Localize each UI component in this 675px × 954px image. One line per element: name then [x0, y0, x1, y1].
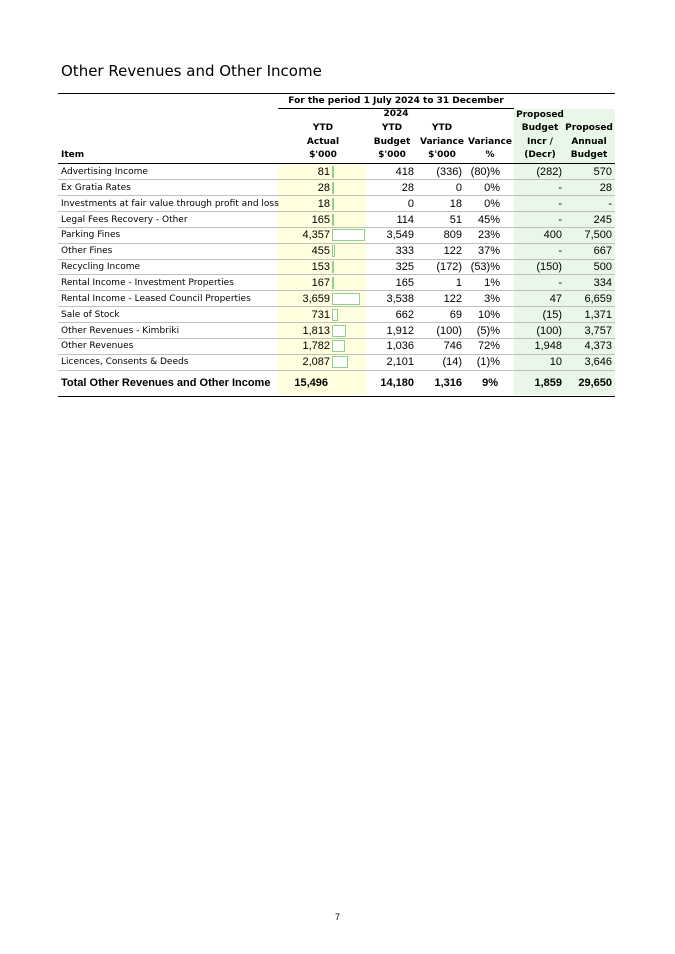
header-ytd-variance: YTD Variance $'000 — [420, 123, 464, 160]
cell-budget: 0 — [407, 197, 414, 210]
period-header: For the period 1 July 2024 to 31 December 2024 — [278, 95, 514, 109]
actual-progress-bar — [332, 277, 334, 289]
cell-incr: (282) — [536, 166, 562, 178]
total-actual: 15,496 — [294, 377, 328, 389]
cell-incr: - — [558, 276, 562, 289]
cell-annual: 3,646 — [584, 356, 612, 369]
total-label: Total Other Revenues and Other Income — [61, 377, 271, 389]
row-item-label: Rental Income - Investment Properties — [61, 277, 234, 288]
cell-pct: 1% — [484, 276, 500, 289]
cell-annual: 570 — [593, 166, 612, 178]
cell-actual: 28 — [317, 181, 330, 194]
cell-variance: (336) — [436, 166, 462, 178]
actual-progress-bar — [332, 229, 365, 241]
row-item-label: Legal Fees Recovery - Other — [61, 214, 188, 225]
actual-progress-bar — [332, 198, 334, 210]
cell-annual: 1,371 — [584, 308, 612, 321]
actual-progress-bar — [332, 293, 360, 305]
cell-annual: 3,757 — [584, 324, 612, 337]
cell-budget: 325 — [395, 261, 414, 274]
cell-incr: 47 — [549, 292, 562, 305]
cell-actual: 4,357 — [302, 229, 330, 242]
cell-actual: 81 — [317, 166, 330, 178]
cell-pct: 0% — [484, 197, 500, 210]
cell-pct: 3% — [484, 292, 500, 305]
row-item-label: Ex Gratia Rates — [61, 182, 131, 193]
total-pct: 9% — [482, 377, 498, 389]
header-proposed-incr: Proposed Budget Incr / (Decr) — [516, 109, 564, 160]
table-top-rule — [58, 93, 615, 94]
cell-actual: 2,087 — [302, 356, 330, 369]
total-budget: 14,180 — [380, 377, 414, 389]
row-item-label: Other Revenues — [61, 341, 134, 352]
row-item-label: Licences, Consents & Deeds — [61, 357, 189, 368]
cell-pct: (80)% — [470, 166, 500, 178]
cell-incr: (15) — [542, 308, 562, 321]
cell-variance: 51 — [449, 213, 462, 226]
table-bottom-rule — [58, 396, 615, 397]
cell-incr: 1,948 — [534, 340, 562, 353]
cell-budget: 3,538 — [386, 292, 414, 305]
cell-variance: 809 — [443, 229, 462, 242]
cell-budget: 3,549 — [386, 229, 414, 242]
cell-variance: 18 — [449, 197, 462, 210]
cell-incr: (100) — [536, 324, 562, 337]
cell-actual: 153 — [311, 261, 330, 274]
cell-actual: 731 — [311, 308, 330, 321]
cell-pct: 0% — [484, 181, 500, 194]
page-number: 7 — [334, 912, 340, 922]
cell-incr: 400 — [543, 229, 562, 242]
cell-actual: 167 — [311, 276, 330, 289]
row-item-label: Rental Income - Leased Council Properties — [61, 293, 251, 304]
actual-progress-bar — [332, 166, 334, 178]
page-title: Other Revenues and Other Income — [61, 62, 322, 80]
actual-progress-bar — [332, 182, 334, 194]
cell-budget: 662 — [395, 308, 414, 321]
cell-variance: (14) — [442, 356, 462, 369]
actual-progress-bar — [332, 325, 346, 337]
header-ytd-budget: YTD Budget $'000 — [373, 123, 411, 160]
row-divider — [58, 370, 615, 371]
cell-actual: 18 — [317, 197, 330, 210]
header-ytd-actual: YTD Actual $'000 — [306, 123, 340, 160]
cell-pct: 72% — [477, 340, 500, 353]
cell-incr: - — [558, 197, 562, 210]
cell-pct: (5)% — [476, 324, 500, 337]
cell-annual: 334 — [593, 276, 612, 289]
cell-annual: 7,500 — [584, 229, 612, 242]
cell-budget: 114 — [396, 213, 414, 226]
cell-annual: 6,659 — [584, 292, 612, 305]
cell-variance: 122 — [443, 245, 462, 258]
actual-progress-bar — [332, 309, 338, 321]
actual-progress-bar — [332, 214, 334, 226]
total-incr: 1,859 — [534, 377, 562, 389]
cell-pct: (1)% — [476, 356, 500, 369]
cell-annual: 245 — [593, 213, 612, 226]
header-proposed-annual: Proposed Annual Budget — [565, 123, 613, 160]
cell-annual: - — [608, 197, 612, 210]
cell-pct: 10% — [477, 308, 500, 321]
row-item-label: Sale of Stock — [61, 309, 120, 320]
header-variance-pct: Variance % — [468, 136, 512, 160]
cell-pct: 37% — [477, 245, 500, 258]
cell-budget: 1,912 — [386, 324, 414, 337]
cell-incr: (150) — [536, 261, 562, 274]
cell-variance: 122 — [443, 292, 462, 305]
cell-budget: 165 — [395, 276, 414, 289]
cell-annual: 4,373 — [584, 340, 612, 353]
actual-progress-bar — [332, 356, 348, 368]
cell-variance: (100) — [436, 324, 462, 337]
actual-progress-bar — [332, 340, 345, 352]
cell-variance: 1 — [455, 276, 462, 289]
cell-pct: (53)% — [470, 261, 500, 274]
row-item-label: Recycling Income — [61, 262, 141, 273]
cell-incr: - — [558, 245, 562, 258]
cell-annual: 667 — [593, 245, 612, 258]
cell-actual: 1,782 — [302, 340, 330, 353]
cell-variance: 69 — [449, 308, 462, 321]
cell-pct: 45% — [477, 213, 500, 226]
total-variance: 1,316 — [434, 377, 462, 389]
row-item-label: Parking Fines — [61, 230, 121, 241]
cell-variance: 0 — [455, 181, 462, 194]
cell-actual: 3,659 — [302, 292, 330, 305]
cell-annual: 28 — [599, 181, 612, 194]
header-item: Item — [61, 150, 85, 160]
cell-actual: 455 — [311, 245, 330, 258]
actual-progress-bar — [332, 245, 335, 257]
cell-variance: 746 — [443, 340, 462, 353]
cell-budget: 28 — [401, 181, 414, 194]
cell-budget: 2,101 — [386, 356, 414, 369]
cell-annual: 500 — [593, 261, 612, 274]
cell-incr: - — [558, 181, 562, 194]
cell-budget: 333 — [395, 245, 414, 258]
cell-actual: 1,813 — [302, 324, 330, 337]
cell-pct: 23% — [477, 229, 500, 242]
row-item-label: Other Revenues - Kimbriki — [61, 325, 180, 336]
actual-progress-bar — [332, 261, 334, 273]
total-annual: 29,650 — [578, 377, 612, 389]
row-item-label: Other Fines — [61, 246, 113, 257]
row-item-label: Advertising Income — [61, 167, 148, 177]
cell-budget: 418 — [395, 166, 414, 178]
cell-incr: - — [558, 213, 562, 226]
cell-budget: 1,036 — [386, 340, 414, 353]
row-item-label: Investments at fair value through profit and loss — [61, 198, 279, 209]
cell-incr: 10 — [549, 356, 562, 369]
cell-variance: (172) — [436, 261, 462, 274]
cell-actual: 165 — [311, 213, 330, 226]
